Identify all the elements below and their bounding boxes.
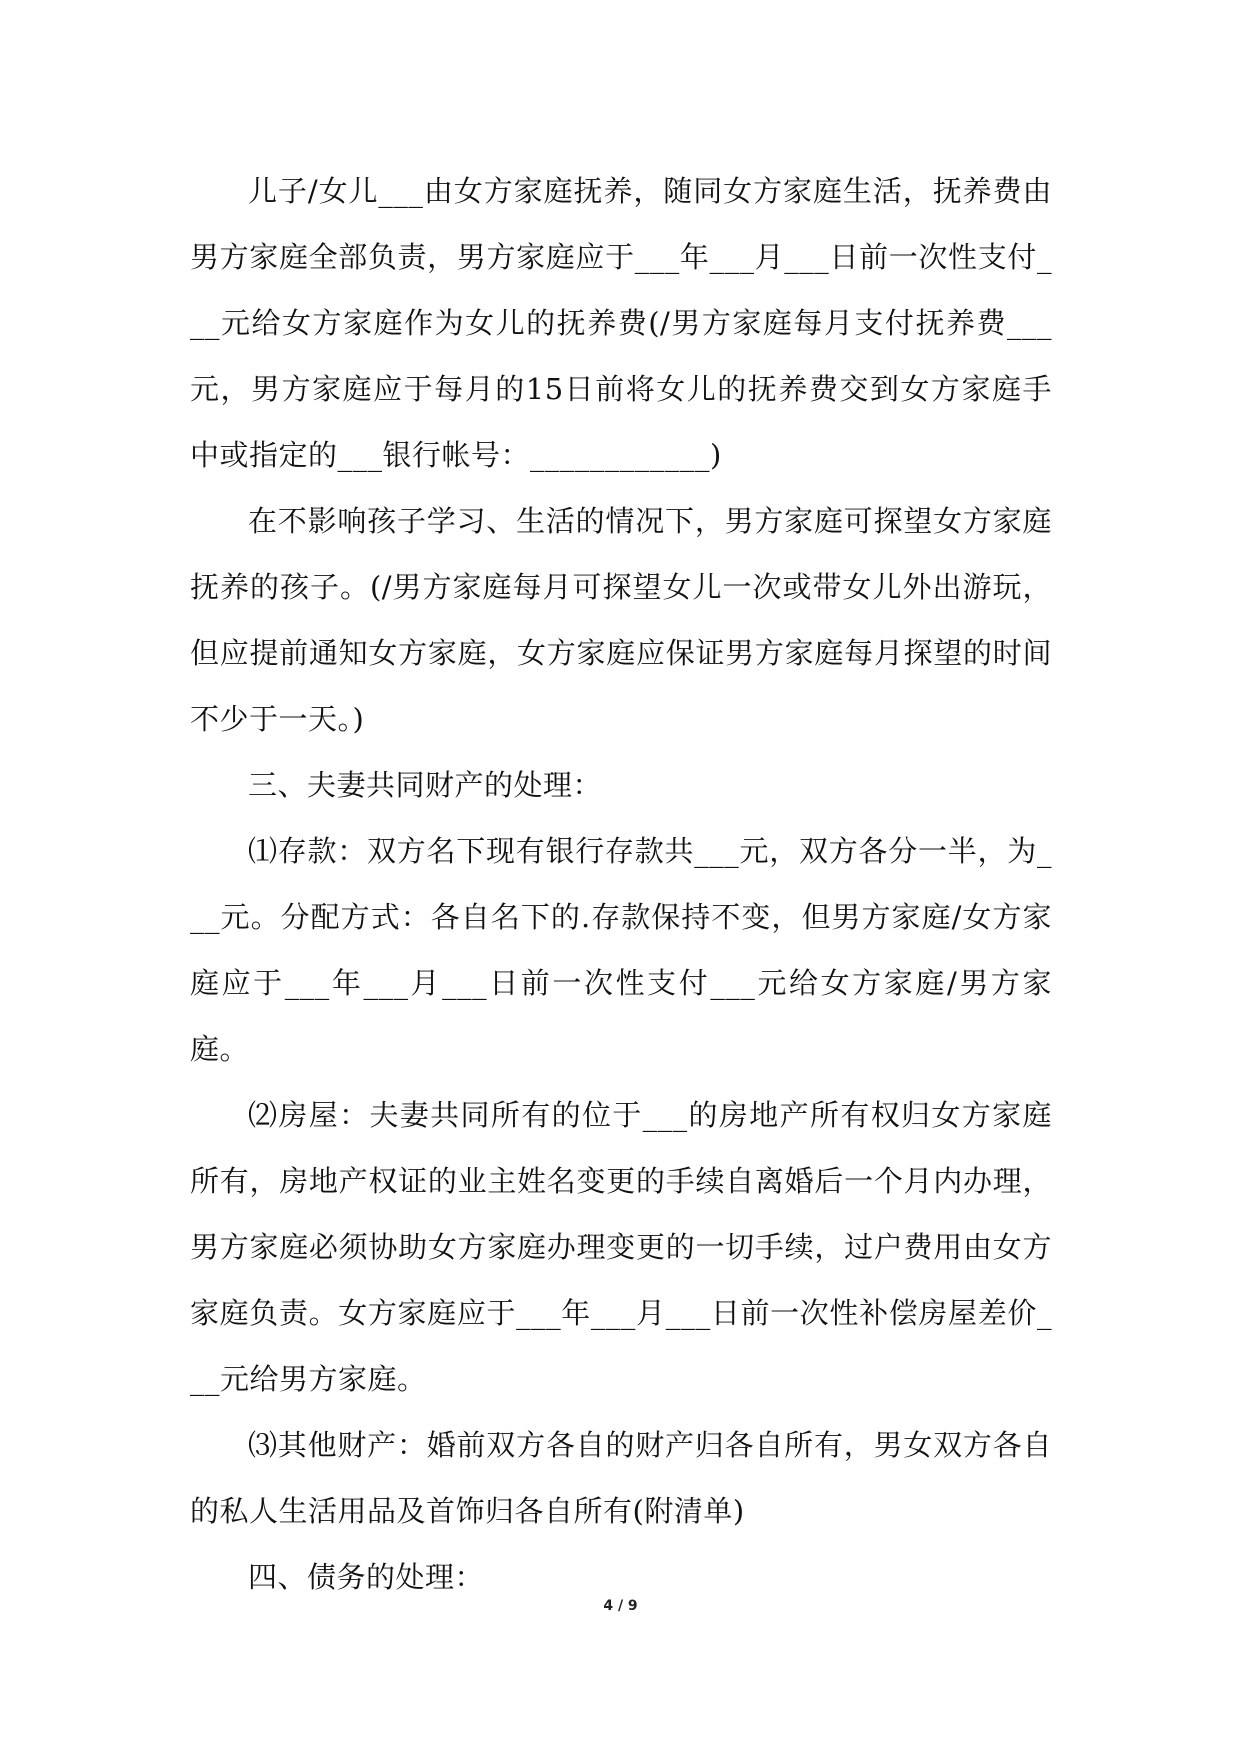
page-number: 4 / 9 (603, 1598, 638, 1614)
section-heading-debts: 四、债务的处理： (248, 1560, 485, 1594)
document-body (190, 158, 1052, 1610)
paragraph-deposits: ⑴存款：双方名下现有银行存款共___元，双方各分一半，为___元。分配方式：各自名下的.存款保持不变，但男方家庭/女方家庭应于___年___月___日前一次性支付___元给女方家庭/男方家庭。 (190, 834, 1052, 1066)
paragraph-other-property: ⑶其他财产：婚前双方各自的财产归各自所有，男女双方各自的私人生活用品及首饰归各自所有(附清单) (190, 1428, 1052, 1528)
paragraph-housing: ⑵房屋：夫妻共同所有的位于___的房地产所有权归女方家庭所有，房地产权证的业主姓名变更的手续自离婚后一个月内办理，男方家庭必须协助女方家庭办理变更的一切手续，过户费用由女方家庭负责。女方家庭应于___年___月___日前一次性补偿房屋差价___元给男方家庭。 (190, 1098, 1052, 1396)
paragraph-child-custody: 儿子/女儿___由女方家庭抚养，随同女方家庭生活，抚养费由男方家庭全部负责，男方家庭应于___年___月___日前一次性支付___元给女方家庭作为女儿的抚养费(/男方家庭每月支付抚养费___元，男方家庭应于每月的15日前将女儿的抚养费交到女方家庭手中或指定的___银行帐号：____________) (190, 174, 1052, 472)
paragraph-visitation: 在不影响孩子学习、生活的情况下，男方家庭可探望女方家庭抚养的孩子。(/男方家庭每月可探望女儿一次或带女儿外出游玩，但应提前通知女方家庭，女方家庭应保证男方家庭每月探望的时间不少于一天。) (190, 504, 1052, 736)
section-heading-joint-property: 三、夫妻共同财产的处理： (248, 768, 603, 802)
